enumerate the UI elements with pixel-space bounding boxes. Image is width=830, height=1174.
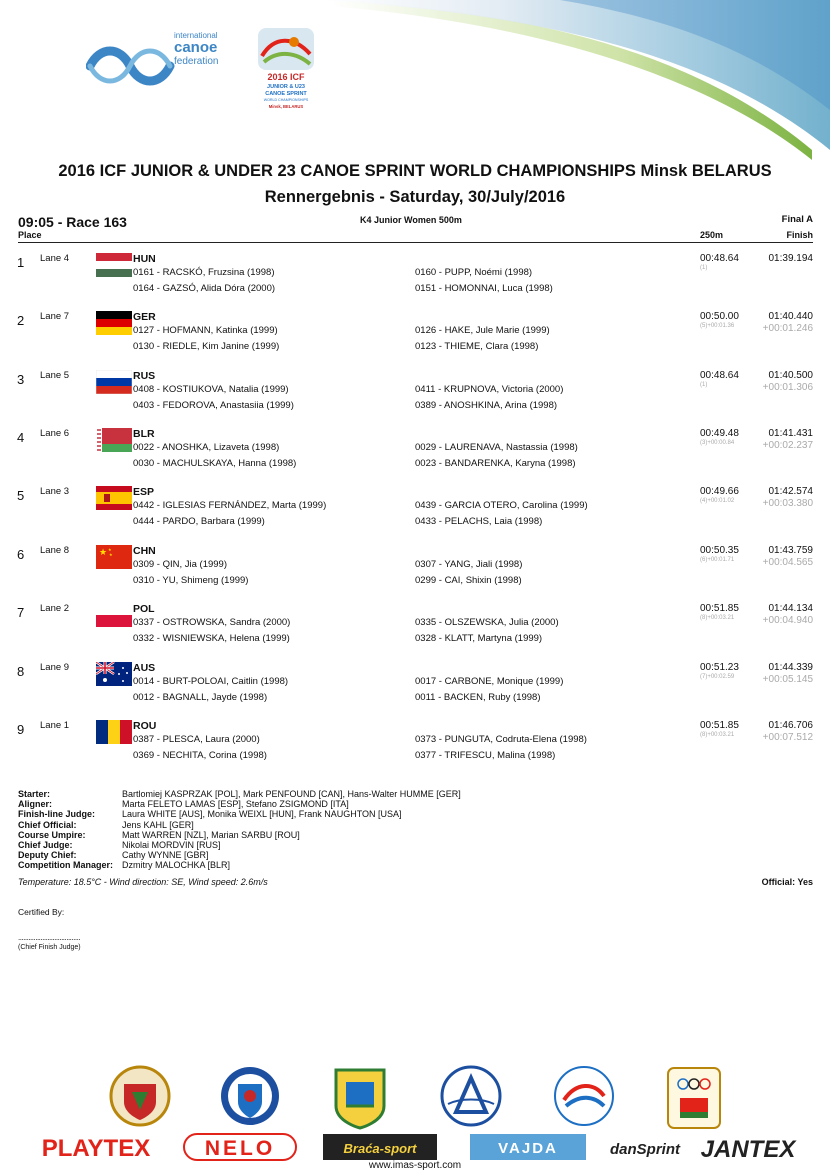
olympic-committee-icon	[668, 1068, 720, 1128]
finish-time: 01:42.574	[768, 486, 813, 497]
official-role: Competition Manager:	[18, 860, 114, 871]
finish-time: 01:44.134	[768, 603, 813, 614]
lane-label: Lane 5	[40, 370, 70, 381]
regional-emblem-icon	[336, 1070, 384, 1128]
athlete-name: 0130 - RIEDLE, Kim Janine (1999)	[133, 341, 280, 352]
finish-time: 01:39.194	[768, 253, 813, 264]
official-row	[18, 809, 461, 819]
split-250m-rank: (1)	[700, 382, 708, 388]
column-header-place: Place	[18, 230, 42, 240]
event-logo-line-3: CANOE SPRINT	[265, 91, 307, 97]
place-number: 3	[17, 372, 25, 387]
signature-line: ....................................	[18, 933, 81, 942]
finish-time: 01:40.440	[768, 311, 813, 322]
athlete-name: 0127 - HOFMANN, Katinka (1999)	[133, 325, 278, 336]
nation-code: GER	[133, 311, 156, 323]
athlete-name: 0023 - BANDARENKA, Karyna (1998)	[415, 458, 576, 469]
split-250m-time: 00:49.48	[700, 428, 739, 439]
official-role: Starter:	[18, 789, 51, 799]
athlete-name: 0309 - QIN, Jia (1999)	[133, 559, 227, 570]
rus-flag-icon	[96, 370, 132, 394]
lane-label: Lane 6	[40, 428, 70, 439]
time-behind: +00:01.246	[762, 323, 813, 334]
athlete-name: 0411 - KRUPNOVA, Victoria (2000)	[415, 384, 564, 395]
time-behind: +00:03.380	[762, 498, 813, 509]
official-row	[18, 820, 461, 830]
split-250m-rank: (7)+00:02.59	[700, 674, 735, 680]
nation-code: AUS	[133, 662, 156, 674]
official-role: Chief Official:	[18, 819, 77, 830]
svg-text:★: ★	[99, 547, 108, 557]
official-role: Aligner:	[18, 799, 53, 810]
result-row	[0, 545, 830, 603]
official-row	[18, 799, 461, 809]
official-names: Bartlomiej KASPRZAK [POL], Mark PENFOUND [CAN], Hans-Walter HUMME [GER]	[122, 789, 461, 799]
athlete-name: 0029 - LAURENAVA, Nastassia (1998)	[415, 442, 578, 453]
nation-code: ROU	[133, 720, 157, 732]
nation-code: RUS	[133, 370, 156, 382]
split-250m-time: 00:48.64	[700, 370, 739, 381]
athlete-name: 0014 - BURT-POLOAI, Caitlin (1998)	[133, 676, 289, 687]
finish-time: 01:46.706	[768, 720, 813, 731]
split-250m-time: 00:50.00	[700, 311, 739, 322]
official-role: Course Umpire:	[18, 829, 86, 840]
split-250m-rank: (5)+00:01.36	[700, 323, 735, 329]
time-behind: +00:04.940	[762, 615, 813, 626]
athlete-name: 0011 - BACKEN, Ruby (1998)	[415, 692, 541, 703]
blr-flag-icon	[96, 428, 132, 452]
athlete-name: 0373 - PUNGUTA, Codruta-Elena (1998)	[415, 734, 587, 745]
result-row	[0, 720, 830, 778]
place-number: 4	[17, 430, 25, 445]
sponsor-playtex: PLAYTEX	[41, 1135, 151, 1162]
sports-federation-icon	[555, 1067, 613, 1125]
athlete-name: 0307 - YANG, Jiali (1998)	[415, 559, 523, 570]
icf-logo	[86, 26, 246, 96]
lane-label: Lane 1	[40, 720, 70, 731]
athlete-name: 0389 - ANOSHKINA, Arina (1998)	[415, 400, 558, 411]
weather-conditions: Temperature: 18.5°C - Wind direction: SE, Wind speed: 2.6m/s	[18, 877, 268, 887]
time-behind: +00:05.145	[762, 674, 813, 685]
championship-logo	[254, 26, 318, 114]
split-250m-rank: (3)+00:00.84	[700, 440, 735, 446]
lane-label: Lane 3	[40, 486, 70, 497]
athlete-name: 0030 - MACHULSKAYA, Hanna (1998)	[133, 458, 297, 469]
lane-label: Lane 4	[40, 253, 70, 264]
athlete-name: 0017 - CARBONE, Monique (1999)	[415, 676, 564, 687]
lane-label: Lane 7	[40, 311, 70, 322]
official-row	[18, 830, 461, 840]
athlete-name: 0387 - PLESCA, Laura (2000)	[133, 734, 260, 745]
athlete-name: 0337 - OSTROWSKA, Sandra (2000)	[133, 617, 291, 628]
nation-code: CHN	[133, 545, 156, 557]
column-header-250m: 250m	[700, 230, 724, 240]
lane-label: Lane 9	[40, 662, 70, 673]
nation-code: ESP	[133, 486, 155, 498]
athlete-name: 0328 - KLATT, Martyna (1999)	[415, 633, 543, 644]
athlete-name: 0335 - OLSZEWSKA, Julia (2000)	[415, 617, 559, 628]
sponsor-vajda: VAJDA	[498, 1140, 558, 1157]
nation-code: HUN	[133, 253, 156, 265]
official-status: Official: Yes	[761, 877, 813, 887]
result-row	[0, 253, 830, 311]
time-behind: +00:04.565	[762, 557, 813, 568]
result-row	[0, 662, 830, 720]
header-divider	[18, 242, 813, 243]
athlete-name: 0444 - PARDO, Barbara (1999)	[133, 516, 265, 527]
official-names: Laura WHITE [AUS], Monika WEIXL [HUN], Frank NAUGHTON [USA]	[122, 809, 402, 820]
athlete-name: 0439 - GARCIA OTERO, Carolina (1999)	[415, 500, 588, 511]
event-logo-line-4: WORLD CHAMPIONSHIPS	[263, 98, 309, 102]
event-name: K4 Junior Women 500m	[360, 215, 462, 225]
icf-logo-line-1: international	[174, 31, 218, 40]
split-250m-time: 00:51.23	[700, 662, 739, 673]
official-names: Jens KAHL [GER]	[122, 819, 194, 830]
event-logo-line-5: Minsk, BELARUS	[268, 104, 304, 109]
website-link[interactable]: www.imas-sport.com	[368, 1160, 462, 1171]
split-250m-rank: (8)+00:03.21	[700, 732, 735, 738]
official-role: Deputy Chief:	[18, 850, 77, 861]
athlete-name: 0022 - ANOSHKA, Lizaveta (1998)	[133, 442, 280, 453]
athlete-name: 0160 - PUPP, Noémi (1998)	[415, 267, 533, 278]
lane-label: Lane 8	[40, 545, 70, 556]
athlete-name: 0369 - NECHITA, Corina (1998)	[133, 750, 267, 761]
sponsor-logos	[0, 1130, 830, 1164]
split-250m-time: 00:51.85	[700, 720, 739, 731]
athlete-name: 0403 - FEDOROVA, Anastasiia (1999)	[133, 400, 294, 411]
page-subtitle: Rennergebnis - Saturday, 30/July/2016	[264, 188, 566, 206]
sponsor-dansprint: danSprint	[610, 1141, 680, 1158]
coat-of-arms-icon	[111, 1067, 169, 1125]
split-250m-time: 00:51.85	[700, 603, 739, 614]
official-role: Finish-line Judge:	[18, 809, 96, 820]
split-250m-rank: (1)	[700, 265, 708, 271]
split-250m-rank: (6)+00:01.71	[700, 557, 735, 563]
result-row	[0, 486, 830, 544]
split-250m-time: 00:49.66	[700, 486, 739, 497]
athlete-name: 0126 - HAKE, Jule Marie (1999)	[415, 325, 550, 336]
split-250m-rank: (8)+00:03.21	[700, 615, 735, 621]
athlete-name: 0433 - PELACHS, Laia (1998)	[415, 516, 543, 527]
place-number: 9	[17, 722, 25, 737]
esp-flag-icon	[96, 486, 132, 510]
athlete-name: 0408 - KOSTIUKOVA, Natalia (1999)	[133, 384, 289, 395]
athlete-name: 0164 - GAZSÓ, Alida Dóra (2000)	[133, 283, 276, 294]
time-behind: +00:02.237	[762, 440, 813, 451]
finish-time: 01:44.339	[768, 662, 813, 673]
athlete-name: 0310 - YU, Shimeng (1999)	[133, 575, 249, 586]
finish-time: 01:40.500	[768, 370, 813, 381]
ger-flag-icon	[96, 311, 132, 335]
sponsor-emblems	[0, 1062, 830, 1132]
lane-label: Lane 2	[40, 603, 70, 614]
athlete-name: 0151 - HOMONNAI, Luca (1998)	[415, 283, 553, 294]
rou-flag-icon	[96, 720, 132, 744]
city-emblem-icon	[221, 1067, 279, 1125]
aus-flag-icon	[96, 662, 132, 686]
athlete-name: 0299 - CAI, Shixin (1998)	[415, 575, 522, 586]
finish-time: 01:43.759	[768, 545, 813, 556]
nation-code: POL	[133, 603, 155, 615]
svg-text:★: ★	[108, 547, 112, 552]
sponsor-jantex: JANTEX	[700, 1136, 796, 1163]
result-row	[0, 428, 830, 486]
federation-a-icon	[442, 1067, 500, 1125]
sponsor-braca-sport: Braća-sport	[343, 1141, 417, 1156]
official-names: Dzmitry MALOCHKA [BLR]	[122, 860, 231, 871]
athlete-name: 0442 - IGLESIAS FERNÁNDEZ, Marta (1999)	[133, 500, 327, 511]
race-time-number: 09:05 - Race 163	[18, 214, 127, 230]
result-row	[0, 603, 830, 661]
place-number: 1	[17, 255, 25, 270]
official-row	[18, 840, 461, 850]
result-row	[0, 311, 830, 369]
result-row	[0, 370, 830, 428]
place-number: 7	[17, 605, 25, 620]
official-names: Cathy WYNNE [GBR]	[122, 850, 209, 861]
column-header-finish: Finish	[786, 230, 813, 240]
split-250m-time: 00:50.35	[700, 545, 739, 556]
place-number: 5	[17, 488, 25, 503]
signature-label: (Chief Finish Judge)	[18, 944, 81, 951]
finish-time: 01:41.431	[768, 428, 813, 439]
certified-by-label: Certified By:	[18, 907, 65, 917]
official-names: Matt WARREN [NZL], Marian SARBU [ROU]	[122, 829, 300, 840]
time-behind: +00:01.306	[762, 382, 813, 393]
nation-code: BLR	[133, 428, 155, 440]
hun-flag-icon	[96, 253, 132, 277]
split-250m-time: 00:48.64	[700, 253, 739, 264]
split-250m-rank: (4)+00:01.02	[700, 498, 735, 504]
place-number: 2	[17, 313, 25, 328]
official-names: Marta FELETO LAMAS [ESP], Stefano ZSIGMOND [ITA]	[122, 799, 349, 810]
race-phase: Final A	[781, 214, 813, 225]
official-role: Chief Judge:	[18, 840, 73, 851]
athlete-name: 0123 - THIEME, Clara (1998)	[415, 341, 539, 352]
pol-flag-icon	[96, 603, 132, 627]
official-names: Nikolai MORDVIN [RUS]	[122, 840, 221, 851]
chn-flag-icon	[96, 545, 132, 569]
officials-list	[18, 789, 461, 871]
event-logo-line-1: 2016 ICF	[267, 72, 305, 82]
icf-logo-line-2: canoe	[174, 39, 218, 56]
official-row	[18, 789, 461, 799]
page-title: 2016 ICF JUNIOR & UNDER 23 CANOE SPRINT WORLD CHAMPIONSHIPS Minsk BELARUS	[58, 162, 772, 180]
athlete-name: 0012 - BAGNALL, Jayde (1998)	[133, 692, 268, 703]
place-number: 8	[17, 664, 25, 679]
icf-logo-line-3: federation	[174, 56, 219, 67]
sponsor-nelo: NELO	[204, 1137, 276, 1160]
athlete-name: 0377 - TRIFESCU, Malina (1998)	[415, 750, 556, 761]
athlete-name: 0161 - RACSKÓ, Fruzsina (1998)	[133, 267, 275, 278]
athlete-name: 0332 - WISNIEWSKA, Helena (1999)	[133, 633, 290, 644]
official-row	[18, 850, 461, 860]
place-number: 6	[17, 547, 25, 562]
event-logo-line-2: JUNIOR & U23	[267, 84, 305, 90]
time-behind: +00:07.512	[762, 732, 813, 743]
svg-text:★: ★	[109, 552, 113, 557]
official-row	[18, 860, 461, 870]
